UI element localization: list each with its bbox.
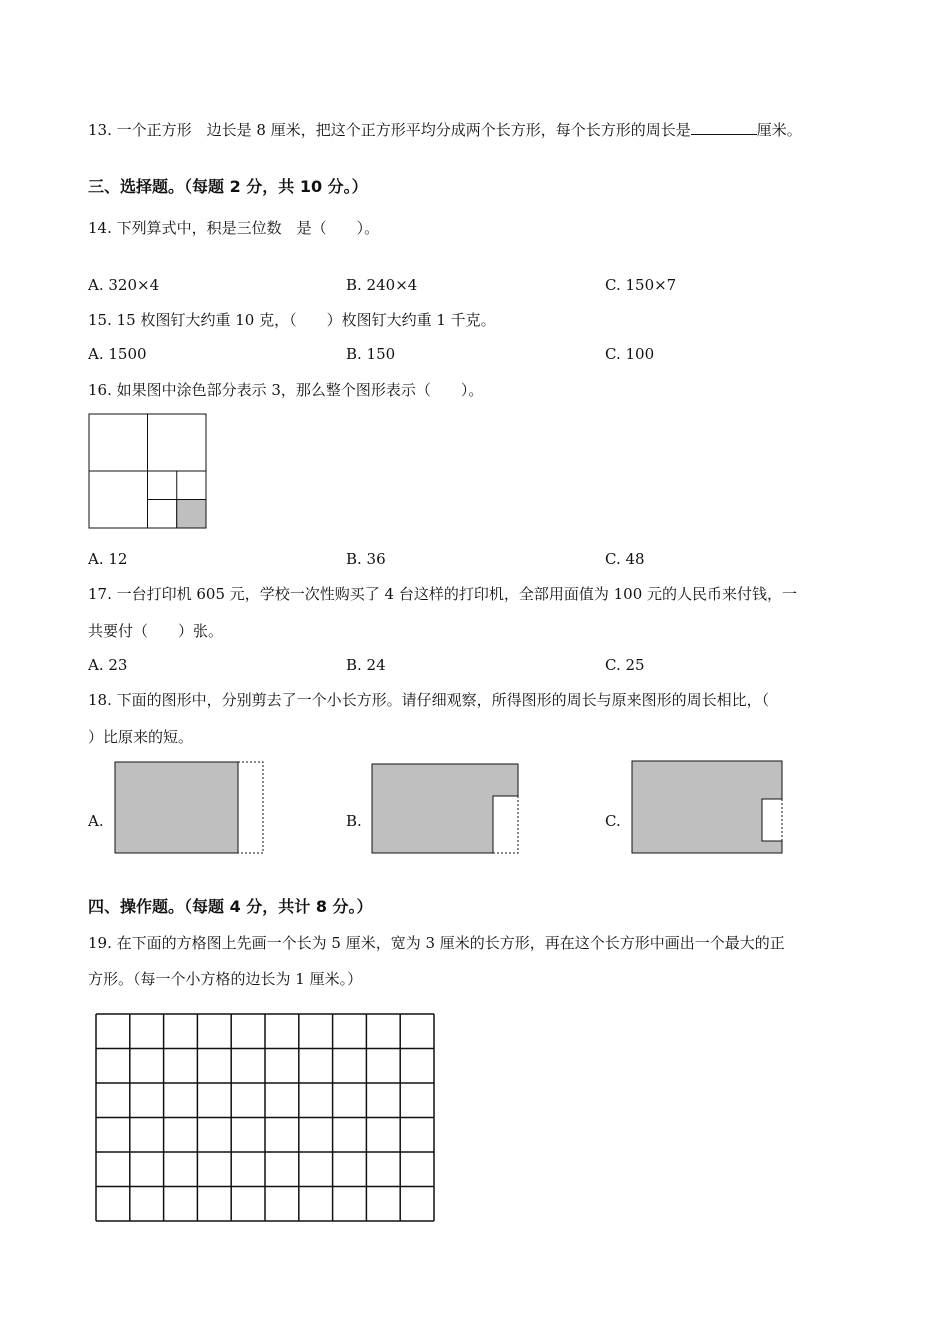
q17-stem-line1: 17. 一台打印机 605 元，学校一次性购买了 4 台这样的打印机，全部用面值为 100 元的人民币来付钱，一 xyxy=(88,585,798,603)
q13-text: 13. 一个正方形 边长是 8 厘米，把这个正方形平均分成两个长方形，每个长方形的周长是 xyxy=(88,121,691,139)
q19-stem-line2: 方形。（每一个小方格的边长为 1 厘米。） xyxy=(88,970,363,988)
q18-stem-line1: 18. 下面的图形中，分别剪去了一个小长方形。请仔细观察，所得图形的周长与原来图形的周长相比，（ xyxy=(88,691,770,709)
q16-option-c[interactable]: C. 48 xyxy=(605,550,645,568)
q15-option-c[interactable]: C. 100 xyxy=(605,345,655,363)
q19-stem-line1: 19. 在下面的方格图上先画一个长为 5 厘米，宽为 3 厘米的长方形，再在这个长方形中画出一个最大的正 xyxy=(88,934,785,952)
q15-option-a[interactable]: A. 1500 xyxy=(88,345,147,363)
section-3-heading: 三、选择题。（每题 2 分，共 10 分。） xyxy=(88,177,368,196)
q17-stem-line2: 共要付（ ）张。 xyxy=(88,622,224,640)
q18-option-b[interactable]: B. xyxy=(346,812,362,830)
q17-option-a[interactable]: A. 23 xyxy=(88,656,128,674)
q18-option-c[interactable]: C. xyxy=(605,812,621,830)
q14-option-c[interactable]: C. 150×7 xyxy=(605,276,677,294)
q14-stem: 14. 下列算式中，积是三位数 是（ ）。 xyxy=(88,219,380,237)
q13-unit: 厘米。 xyxy=(756,121,802,139)
q17-option-c[interactable]: C. 25 xyxy=(605,656,645,674)
q15-stem: 15. 15 枚图钉大约重 10 克，（ ）枚图钉大约重 1 千克。 xyxy=(88,311,496,329)
q15-option-b[interactable]: B. 150 xyxy=(346,345,396,363)
q16-stem: 16. 如果图中涂色部分表示 3，那么整个图形表示（ ）。 xyxy=(88,381,484,399)
q14-option-a[interactable]: A. 320×4 xyxy=(88,276,160,294)
section-4-heading: 四、操作题。（每题 4 分，共计 8 分。） xyxy=(88,897,373,916)
q17-option-b[interactable]: B. 24 xyxy=(346,656,386,674)
q18-stem-line2: ）比原来的短。 xyxy=(88,728,194,746)
q16-option-b[interactable]: B. 36 xyxy=(346,550,386,568)
q18-option-a[interactable]: A. xyxy=(88,812,104,830)
q14-option-b[interactable]: B. 240×4 xyxy=(346,276,418,294)
q16-option-a[interactable]: A. 12 xyxy=(88,550,128,568)
